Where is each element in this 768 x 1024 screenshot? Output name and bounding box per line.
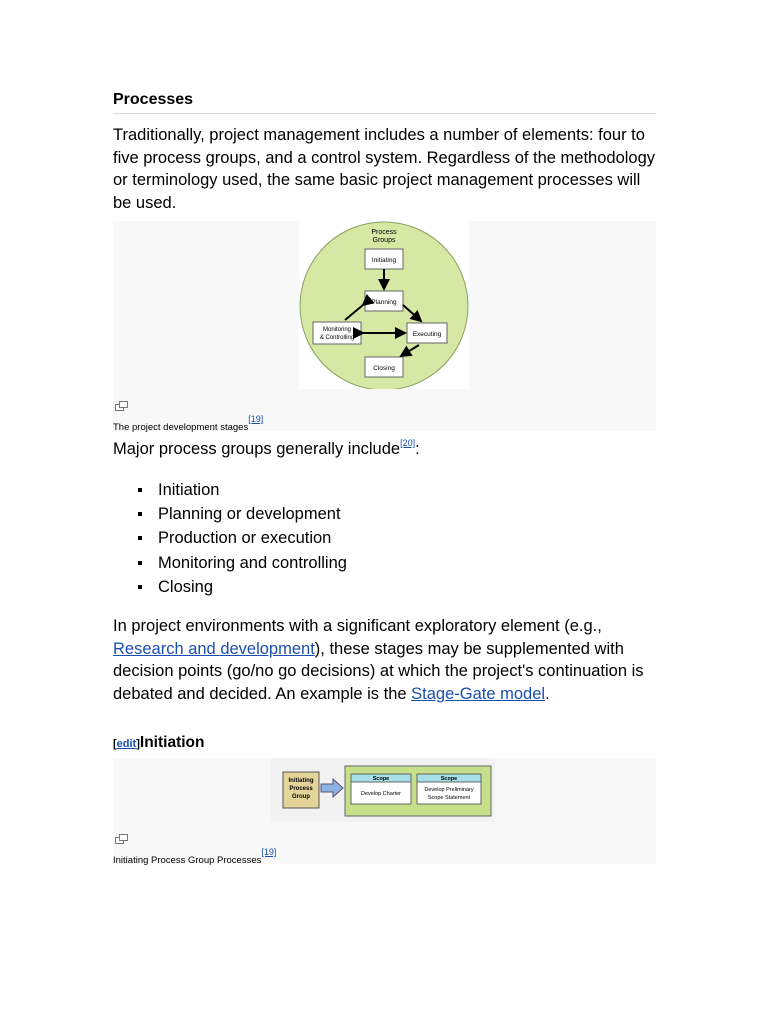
- edit-link[interactable]: edit: [116, 738, 137, 750]
- research-development-link[interactable]: Research and development: [113, 639, 315, 658]
- diagram-title-2: Groups: [372, 237, 396, 244]
- figure1-caption: The project development stages[19]: [113, 414, 264, 433]
- svg-text:Group: Group: [292, 794, 310, 800]
- stage-gate-link[interactable]: Stage-Gate model: [411, 684, 546, 703]
- svg-text:Planning: Planning: [371, 299, 397, 306]
- svg-text:Scope: Scope: [372, 776, 390, 782]
- exploratory-paragraph: In project environments with a significant exploratory element (e.g., Research and development), these stages may be supplemented with decision points (go/no go decisions) at which the project's continuation is debated and decided. An example is the Stage-Gate model.: [113, 617, 644, 703]
- process-groups-list: [136, 478, 347, 599]
- svg-text:Initiating: Initiating: [371, 257, 397, 264]
- ref-20-link[interactable]: [20]: [400, 438, 416, 448]
- major-groups-paragraph: Major process groups generally include[20]:: [113, 438, 420, 458]
- svg-text:Executing: Executing: [412, 331, 442, 338]
- list-item: Monitoring and controlling: [136, 551, 347, 575]
- svg-text:Initiating: Initiating: [288, 778, 314, 784]
- intro-paragraph: Traditionally, project management includes a number of elements: four to five process groups, and a control system. Regardless of the methodology or terminology used, the same basic project management processes will be used.: [113, 126, 656, 212]
- figure-initiating-group: [113, 758, 656, 864]
- svg-text:Develop Preliminary: Develop Preliminary: [424, 787, 474, 793]
- list-item: Production or execution: [136, 526, 347, 550]
- diagram-title-1: Process: [371, 229, 397, 236]
- ref-19-link[interactable]: [19]: [261, 847, 277, 857]
- svg-text:Process: Process: [289, 786, 313, 792]
- svg-text:Scope Statement: Scope Statement: [427, 795, 471, 801]
- process-groups-diagram[interactable]: [299, 221, 469, 389]
- list-item: Planning or development: [136, 502, 347, 526]
- list-item: Closing: [136, 575, 347, 599]
- enlarge-icon[interactable]: [115, 401, 128, 411]
- initiation-heading: [edit]Initiation: [113, 734, 205, 751]
- svg-text:& Controlling: & Controlling: [319, 335, 355, 341]
- svg-text:Monitoring: Monitoring: [322, 327, 352, 333]
- svg-text:Develop Charter: Develop Charter: [360, 791, 402, 797]
- figure-process-groups: [113, 221, 656, 431]
- section-heading: Processes: [113, 91, 656, 114]
- enlarge-icon[interactable]: [115, 834, 128, 844]
- figure2-caption: Initiating Process Group Processes[19]: [113, 847, 277, 866]
- svg-text:Closing: Closing: [373, 365, 395, 372]
- ref-19-link[interactable]: [19]: [248, 414, 264, 424]
- svg-text:Scope: Scope: [440, 776, 458, 782]
- initiating-diagram[interactable]: [271, 758, 495, 822]
- list-item: Initiation: [136, 478, 347, 502]
